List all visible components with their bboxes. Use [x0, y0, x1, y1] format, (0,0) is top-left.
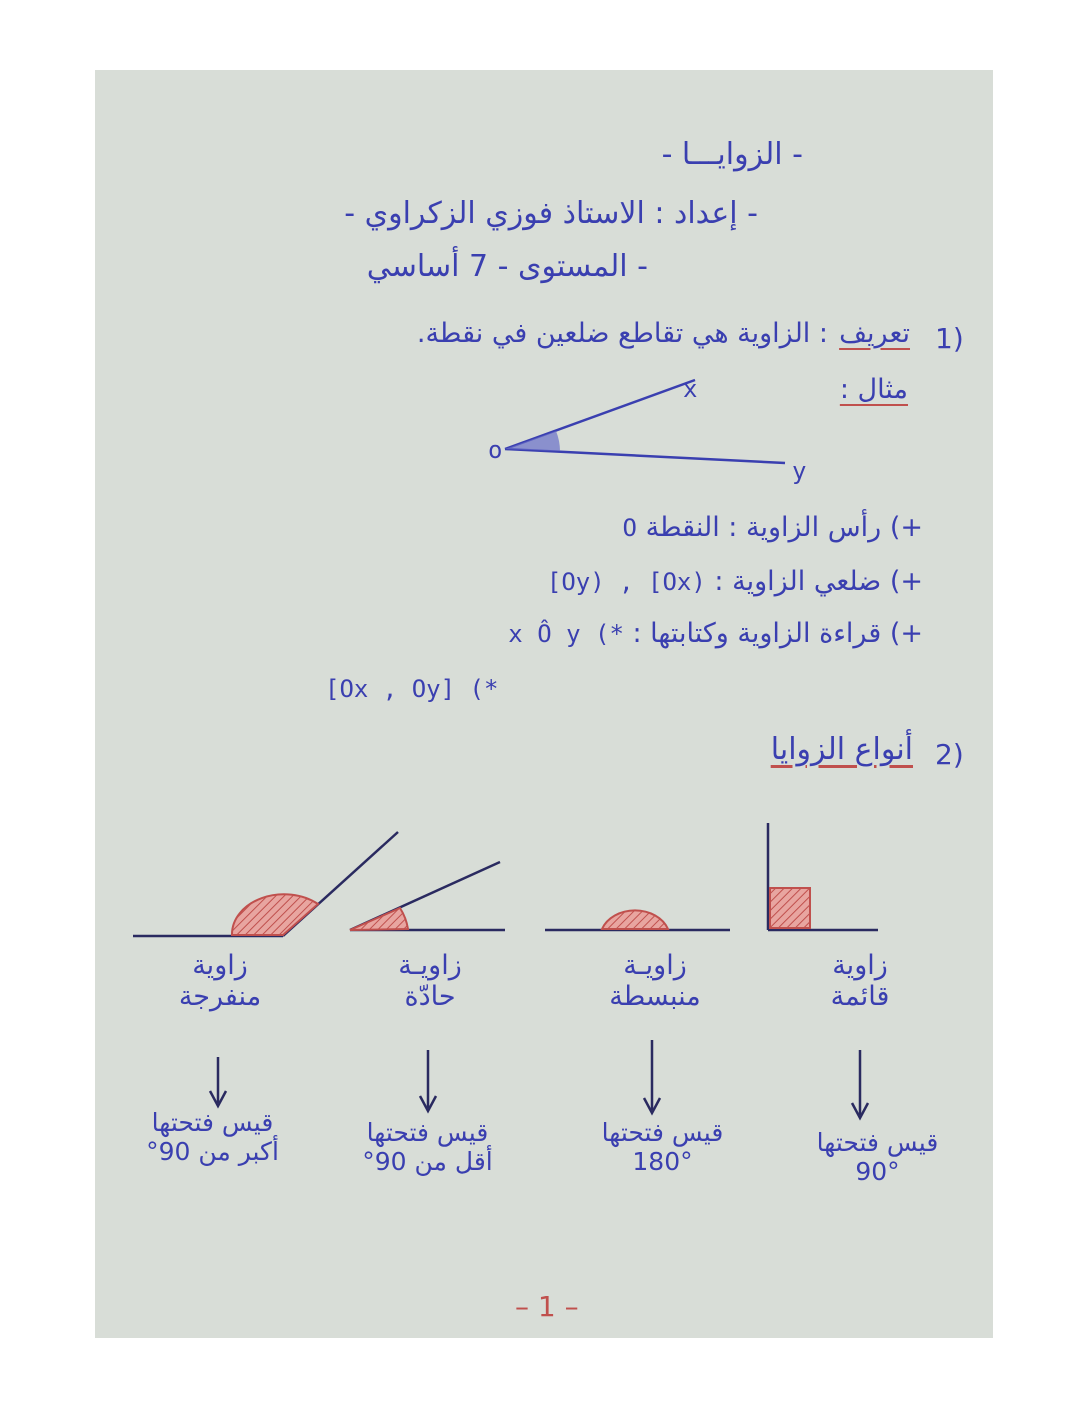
item-vertex [623, 512, 923, 543]
item-reading [508, 618, 923, 649]
item-text: رأس الزاوية : النقطة [645, 512, 882, 543]
item-math: x Ô y (* [508, 620, 624, 648]
author-line: - إعداد : الاستاذ فوزي الزكراوي - [344, 196, 758, 231]
item-math: O [622, 514, 637, 542]
vertex-label: o [488, 436, 503, 464]
section2-heading: أنواع الزوايا [770, 732, 913, 767]
acute-angle-figure [350, 862, 505, 930]
item-text: قراءة الزاوية وكتابتها : [632, 618, 882, 649]
right-angle-figure [768, 823, 878, 930]
obtuse-angle-figure [133, 832, 398, 936]
extra-notation: [Ox , Oy] (* [325, 675, 499, 703]
item-math: [Oy) , [Ox) [546, 568, 706, 596]
page-number: – 1 – [515, 1290, 579, 1323]
straight-angle-figure [545, 910, 730, 930]
obtuse-angle-name: زاوية منفرجة [178, 950, 262, 1012]
item-bullet: +) [889, 618, 923, 649]
item-sides [547, 566, 923, 597]
example-angle-figure [505, 380, 785, 463]
arrows [210, 1040, 868, 1118]
section1-number: 1) [935, 322, 964, 355]
ray-y-label: y [792, 457, 807, 485]
level-line: - المستوى - 7 أساسي [366, 249, 648, 284]
acute-angle-name: زاويـة حادّة [398, 950, 462, 1012]
ray-x-label: x [683, 375, 698, 403]
right-angle-desc: قيس فتحتها 90° [816, 1128, 939, 1186]
straight-angle-desc: قيس فتحتها 180° [601, 1118, 724, 1176]
straight-angle-name: زاويـة منبسطة [609, 950, 701, 1012]
acute-angle-desc: قيس فتحتها أقل من 90° [362, 1118, 493, 1176]
item-bullet: +) [889, 512, 923, 543]
right-angle-name: زاوية قائمة [830, 950, 890, 1012]
example-label: مثال : [839, 374, 908, 405]
item-text: ضلعي الزاوية : [714, 566, 882, 597]
item-bullet: +) [889, 566, 923, 597]
definition-term: تعريف [839, 318, 910, 349]
definition-text: : الزاوية هي تقاطع ضلعين في نقطة. [416, 318, 828, 349]
section2-number: 2) [935, 738, 964, 771]
page-title: - الزوايـــا - [661, 137, 803, 172]
obtuse-angle-desc: قيس فتحتها أكبر من 90° [146, 1108, 279, 1166]
